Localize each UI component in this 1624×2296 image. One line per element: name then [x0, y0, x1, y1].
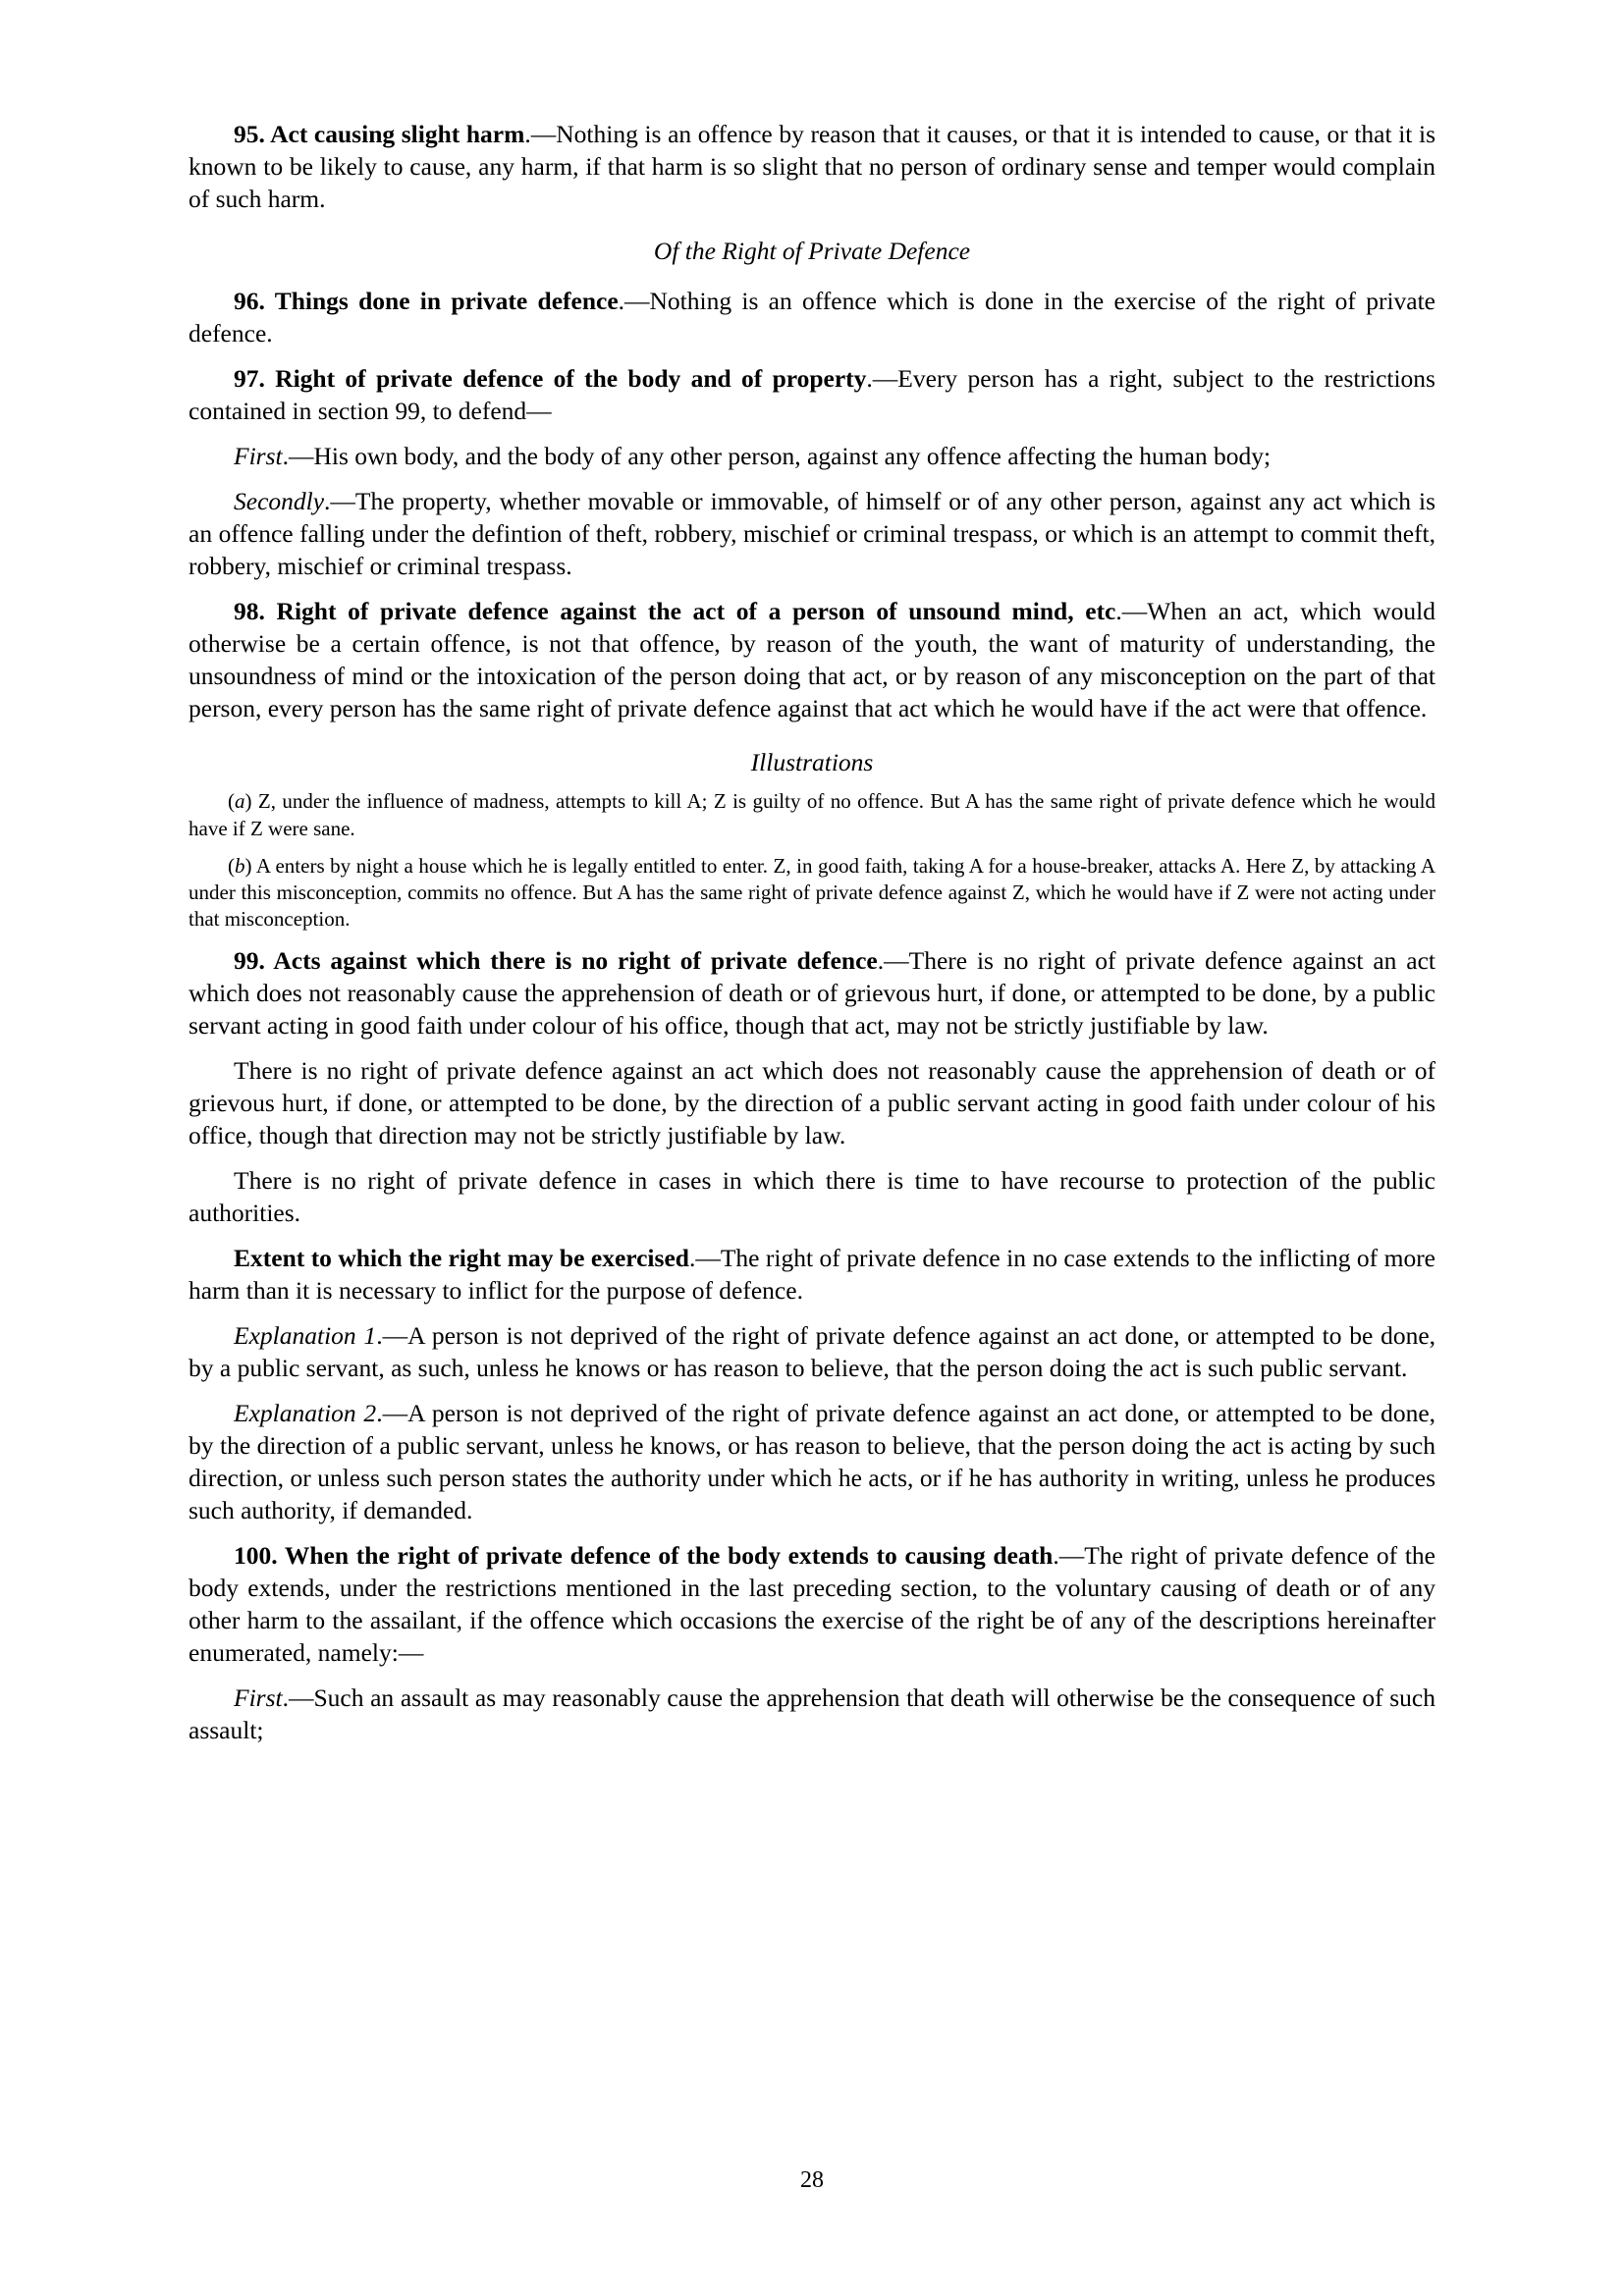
illustration-b — [189, 853, 1435, 934]
illustration-a-label: a — [235, 789, 245, 814]
illustration-b-label-close: ) — [244, 853, 252, 878]
clause-label-secondly: Secondly — [234, 487, 325, 516]
section-100-clause-first — [189, 1682, 1435, 1746]
page-number: 28 — [800, 2167, 824, 2193]
section-98-paragraph — [189, 595, 1435, 724]
section-99-paragraph-2: There is no right of private defence against an act which does not reasonably cause the apprehension of death or of grievous hurt, if done, or attempted to be done, by the direction of a public servant acting in good faith under colour of his office, though that direction may not be strictly justifiable by law. — [189, 1055, 1435, 1149]
section-95-paragraph — [189, 118, 1435, 215]
illustration-b-label-open: ( — [228, 853, 235, 878]
section-99-extent-heading: Extent to which the right may be exercised — [234, 1243, 689, 1272]
explanation-2-label: Explanation 2 — [234, 1398, 377, 1427]
section-95-heading: 95. Act causing slight harm — [234, 120, 525, 148]
clause-first-text: .—His own body, and the body of any other person, against any offence affecting the human body; — [282, 442, 1272, 471]
section-99-paragraph — [189, 944, 1435, 1041]
explanation-1-label: Explanation 1 — [234, 1320, 377, 1350]
section-98-text: .—When an act, which would otherwise be a certain offence, is not that offence, by reason of the youth, the want of maturity of understanding, the unsoundness of mind or the intoxication of the person doing that act, or by reason of any misconception on the part of that person, every person has the same right of private defence against that act which he would have if the act were that offence. — [189, 597, 1435, 723]
explanation-1-text: .—A person is not deprived of the right of private defence against an act done, or attempted to be done, by a public servant, as such, unless he knows or has reason to believe, that the person doing the act is such public servant. — [189, 1320, 1436, 1382]
illustration-b-text: A enters by night a house which he is legally entitled to enter. Z, in good faith, taking A for a house-breaker, attacks A. Here Z, by attacking A under this misconception, commits no offence. But A has the same right of private defence against Z, which he would have if Z were not acting under that misconception. — [189, 853, 1435, 932]
heading-illustrations: Illustrations — [750, 748, 874, 777]
section-100-text: .—The right of private defence of the body extends, under the restrictions mentioned in the last preceding section, to the voluntary causing of death or of any other harm to the assailant, if the offence which occasions the exercise of the right be of any of the descriptions hereinafter enumerated, namely:— — [189, 1541, 1435, 1668]
section-100-clause-label-first: First — [234, 1683, 283, 1713]
section-99-explanation-1 — [189, 1319, 1435, 1384]
section-99-extent-paragraph — [189, 1242, 1435, 1307]
section-100-paragraph — [189, 1539, 1435, 1669]
section-98-heading: 98. Right of private defence against the act of a person of unsound mind, etc — [234, 597, 1116, 626]
section-99-text: .—There is no right of private defence against an act which does not reasonably cause the apprehension of death or of grievous hurt, if done, or attempted to be done, by a public servant acting in good faith under colour of his office, though that act, may not be strictly justifiable by law. — [189, 945, 1435, 1040]
illustration-a-label-close: ) — [244, 789, 252, 814]
illustration-a-text: Z, under the influence of madness, attempts to kill A; Z is guilty of no offence. But A has the same right of private defence which he would have if Z were sane. — [189, 789, 1435, 840]
section-100-clause-first-text: .—Such an assault as may reasonably cause the apprehension that death will otherwise be the consequence of such assault; — [189, 1683, 1435, 1745]
illustration-a-label-open: ( — [228, 789, 235, 814]
section-97-clause-first — [189, 440, 1435, 472]
section-99-heading: 99. Acts against which there is no right of private defence — [234, 945, 878, 975]
illustration-b-label: b — [235, 853, 245, 878]
illustration-a — [189, 788, 1435, 842]
section-99-explanation-2 — [189, 1397, 1435, 1526]
section-95-text: .—Nothing is an offence by reason that it causes, or that it is intended to cause, or that it is known to be likely to cause, any harm, if that harm is so slight that no person of ordinary sense and temper would complain of such harm. — [189, 120, 1435, 214]
clause-secondly-text: .—The property, whether movable or immovable, of himself or of any other person, against any act which is an offence falling under the defintion of theft, robbery, mischief or criminal trespass, or which is an attempt to commit theft, robbery, mischief or criminal trespass. — [189, 487, 1435, 581]
section-96-heading: 96. Things done in private defence — [234, 287, 619, 316]
section-100-heading: 100. When the right of private defence of the body extends to causing death — [234, 1541, 1054, 1570]
section-99-paragraph-3: There is no right of private defence in cases in which there is time to have recourse to protection of the public authorities. — [189, 1165, 1435, 1227]
explanation-2-text: .—A person is not deprived of the right of private defence against an act done, or attempted to be done, by the direction of a public servant, unless he knows, or has reason to believe, that the person doing the act is acting by such direction, or unless such person states the authority under which he acts, or if he has authority in writing, unless he produces such authority, if demanded. — [189, 1398, 1436, 1524]
section-96-paragraph — [189, 285, 1435, 349]
heading-of-the-right-of-private-defence: Of the Right of Private Defence — [653, 237, 971, 266]
section-97-clause-secondly — [189, 485, 1435, 582]
section-96-text: .—Nothing is an offence which is done in the exercise of the right of private defence. — [189, 287, 1435, 348]
clause-label-first: First — [234, 442, 283, 471]
section-97-heading: 97. Right of private defence of the body and of property — [234, 364, 867, 394]
section-99-extent-text: .—The right of private defence in no case extends to the inflicting of more harm than it is necessary to inflict for the purpose of defence. — [189, 1243, 1436, 1305]
section-97-paragraph — [189, 362, 1435, 427]
section-97-text: .—Every person has a right, subject to the restrictions contained in section 99, to defend— — [189, 364, 1435, 426]
